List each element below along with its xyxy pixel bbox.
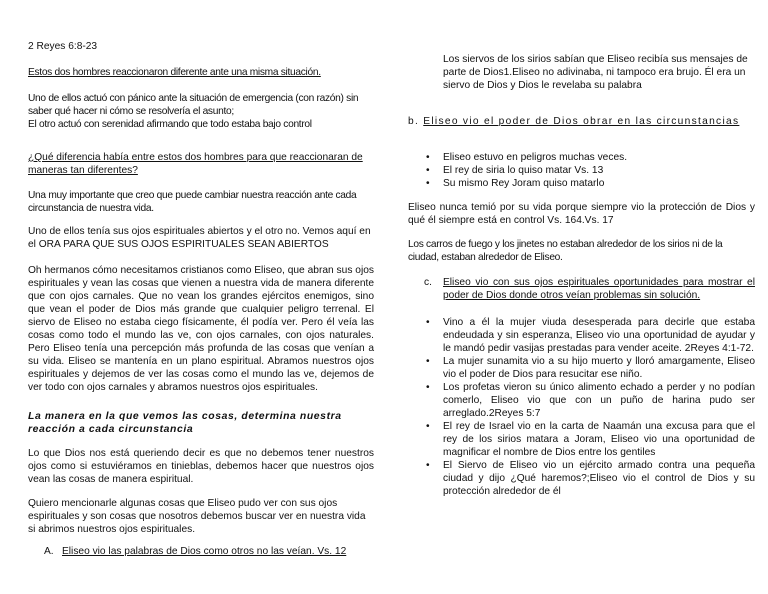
- emphasis-statement: La manera en la que vemos las cosas, determina nuestra reacción a cada circunstancia: [28, 411, 342, 435]
- point-b-marker: b.: [408, 116, 420, 127]
- paragraph-syrian-servants: Los siervos de los sirios sabían que Eliseo recibía sus mensajes de parte de Dios1.Eliseo no adivinaba, ni tampoco era brujo. Él era un siervo de Dios y Dios le revelaba su palabra: [443, 54, 748, 91]
- reaction-panic: Uno de ellos actuó con pánico ante la situación de emergencia (con razón) sin saber qué hacer ni cómo se resolvería el asunto;: [28, 93, 359, 117]
- point-c: [408, 276, 755, 302]
- point-c-list: [408, 316, 755, 498]
- list-item: • La mujer sunamita vio a su hijo muerto y lloró amargamente, Eliseo vio el poder de Dios para resucitar ese niño.: [408, 355, 755, 381]
- paragraph-need-christians: Oh hermanos cómo necesitamos cristianos como Eliseo, que abran sus ojos espirituales y vean las cosas que vienen a nuestra vida de manera diferente que con ojos carnales. Que no vean los grandes ejércitos enemigos, sino que vean el poder de Dios más grande que cualquier peligro terrenal. El siervo de Eliseo no estaba ciego físicamente, él podía ver. Pero él veía las cosas como todo el mundo las ve, con ojos carnales, con ojos naturales. Pero Eliseo tenía una percepción más profunda de las cosas que venían a su vida. Eliseo se mantenía en un plano espiritual. Abramos nuestros ojos espirituales y dejemos de ver las cosas como el mundo las ve, dejemos de ver todo con ojos carnales y abramos nuestros ojos espirituales.: [28, 265, 374, 393]
- list-item: • Eliseo estuvo en peligros muchas veces.: [408, 151, 755, 164]
- point-a-marker: A.: [44, 546, 54, 557]
- reaction-serenity: El otro actuó con serenidad afirmando que todo estaba bajo control: [28, 119, 312, 130]
- list-item: • El Siervo de Eliseo vio un ejército armado contra una pequeña ciudad y dijo ¿Qué haremos?;Eliseo vio el control de Dios y su protección alrededor de él: [408, 459, 755, 498]
- list-item: • Vino a él la mujer viuda desesperada para decirle que estaba endeudada y sin esperanza, Eliseo vio una oportunidad de ayudar y le mandó pedir vasijas prestadas para vender aceite. 2Reyes 4:1-72.: [408, 316, 755, 355]
- question-heading: ¿Qué diferencia había entre estos dos hombres para que reaccionaran de maneras tan diferentes?: [28, 152, 363, 176]
- paragraph-important-difference: Una muy importante que creo que puede cambiar nuestra reacción ante cada circunstancia de nuestra vida.: [28, 190, 357, 214]
- list-item: • El rey de siria lo quiso matar Vs. 13: [408, 164, 755, 177]
- intro-statement: Estos dos hombres reaccionaron diferente ante una misma situación.: [28, 67, 321, 78]
- point-a-text: Eliseo vio las palabras de Dios como otros no las veían. Vs. 12: [62, 546, 347, 557]
- paragraph-chariots-of-fire: Los carros de fuego y los jinetes no estaban alrededor de los sirios ni de la ciudad, estaban alrededor de Eliseo.: [408, 239, 723, 263]
- paragraph-spiritual-eyes: Uno de ellos tenía sus ojos espirituales abiertos y el otro no. Vemos aquí en el ORA PARA QUE SUS OJOS ESPIRITUALES SEAN ABIERTOS: [28, 226, 371, 250]
- paragraph-never-feared: Eliseo nunca temió por su vida porque siempre vio la protección de Dios y qué él siempre está en control Vs. 164.Vs. 17: [408, 202, 755, 226]
- paragraph-god-wants: Lo que Dios nos está queriendo decir es que no debemos tener nuestros ojos como si estuviéramos en tinieblas, debemos hacer que nuestros ojos vean las cosas de manera espiritual.: [28, 448, 374, 485]
- paragraph-mention-things: Quiero mencionarle algunas cosas que Eliseo pudo ver con sus ojos espirituales y son cosas que nosotros debemos buscar ver en nuestra vida si abrimos nuestros ojos espirituales.: [28, 498, 366, 535]
- point-b: [408, 115, 755, 128]
- list-item: • Su mismo Rey Joram quiso matarlo: [408, 177, 755, 190]
- point-b-list: [408, 151, 755, 190]
- scripture-reference: 2 Reyes 6:8-23: [28, 41, 98, 52]
- point-b-text: Eliseo vio el poder de Dios obrar en las circunstancias: [423, 116, 740, 127]
- point-c-marker: c.: [424, 277, 432, 288]
- point-a: [28, 545, 374, 558]
- list-item: • Los profetas vieron su único alimento echado a perder y no podían comerlo, Eliseo vio que con un puño de harina pudo ser arreglado.2Reyes 5:7: [408, 381, 755, 420]
- point-c-text: Eliseo vio con sus ojos espirituales oportunidades para mostrar el poder de Dios donde otros veían problemas sin solución.: [443, 277, 755, 301]
- list-item: • El rey de Israel vio en la carta de Naamán una excusa para que el rey de los sirios matara a Joram, Eliseo vio una oportunidad de magnificar el nombre de Dios entre los gentiles: [408, 420, 755, 459]
